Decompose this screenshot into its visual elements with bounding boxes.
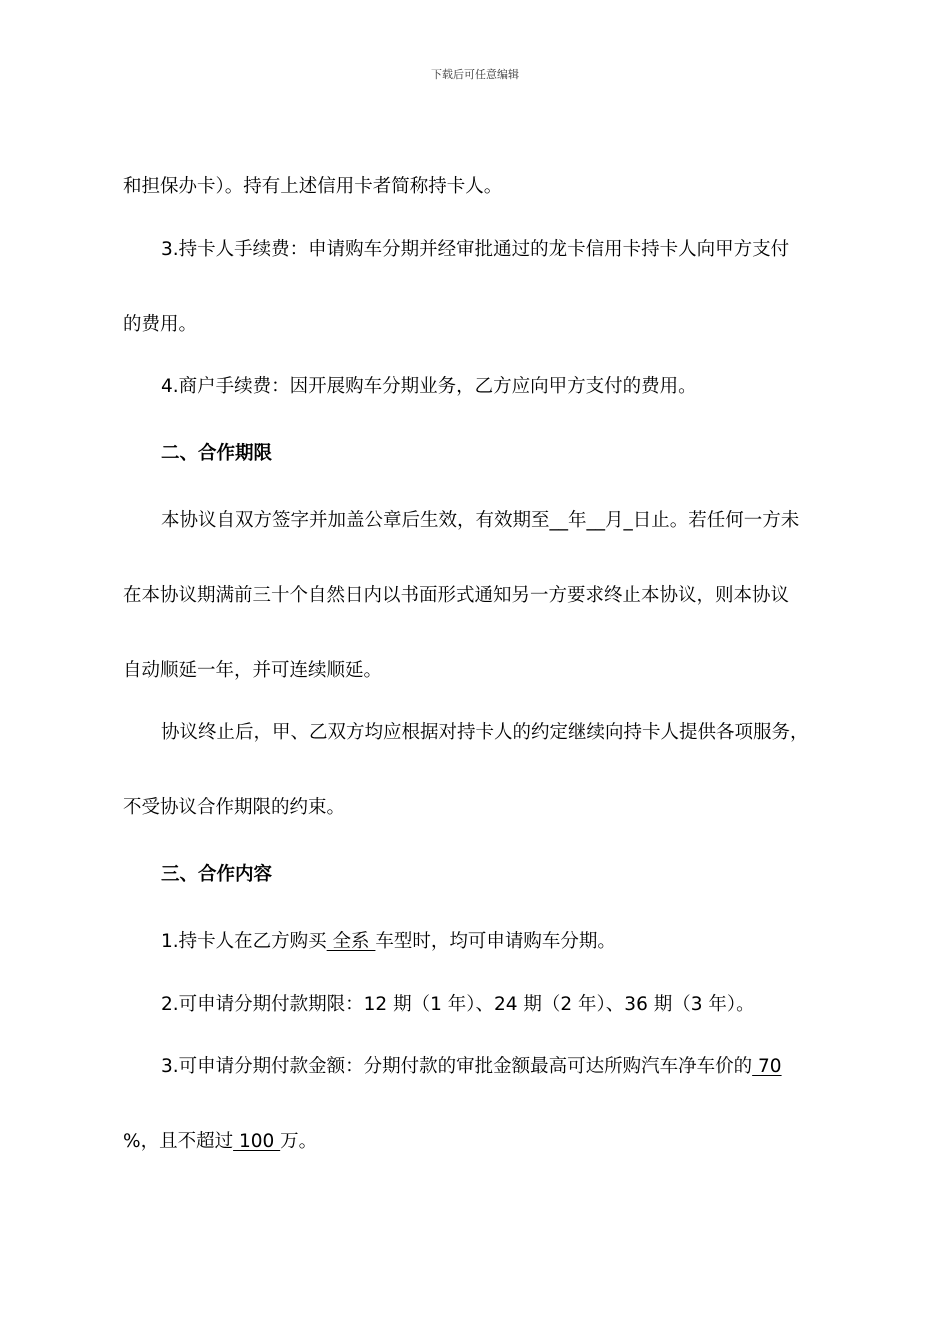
- paragraph-line: 的费用。: [123, 314, 198, 335]
- paragraph-line: 3.持卡人手续费：申请购车分期并经审批通过的龙卡信用卡持卡人向甲方支付: [161, 239, 790, 260]
- page-header: 下载后可任意编辑: [431, 68, 519, 81]
- section-heading: 二、合作期限: [161, 443, 273, 464]
- paragraph-line: 协议终止后，甲、乙双方均应根据对持卡人的约定继续向持卡人提供各项服务，: [161, 722, 809, 743]
- paragraph-line: 本协议自双方签字并加盖公章后生效，有效期至__年__月_日止。若任何一方未: [161, 510, 800, 531]
- paragraph-line: 不受协议合作期限的约束。: [123, 797, 346, 818]
- text-segment: %，且不超过: [123, 1131, 234, 1152]
- underlined-field: 全系: [326, 931, 376, 952]
- paragraph-line: [161, 1058, 782, 1077]
- paragraph-line: [161, 933, 616, 952]
- text-segment: 万。: [280, 1131, 318, 1152]
- text-segment: 1.持卡人在乙方购买: [161, 931, 327, 952]
- paragraph-line: 在本协议期满前三十个自然日内以书面形式通知另一方要求终止本协议，则本协议: [123, 585, 790, 606]
- underlined-field: 70: [752, 1056, 782, 1077]
- underlined-field: 100: [233, 1131, 281, 1152]
- text-segment: 车型时，均可申请购车分期。: [375, 931, 616, 952]
- paragraph-line: [123, 1133, 317, 1152]
- paragraph-line: 和担保办卡）。持有上述信用卡者简称持卡人。: [123, 176, 503, 197]
- text-segment: 3.可申请分期付款金额：分期付款的审批金额最高可达所购汽车净车价的: [161, 1056, 753, 1077]
- paragraph-line: 自动顺延一年，并可连续顺延。: [123, 660, 383, 681]
- section-heading: 三、合作内容: [161, 864, 273, 885]
- paragraph-line: 2.可申请分期付款期限：12 期（1 年）、24 期（2 年）、36 期（3 年）。: [161, 994, 755, 1015]
- paragraph-line: 4.商户手续费：因开展购车分期业务，乙方应向甲方支付的费用。: [161, 376, 697, 397]
